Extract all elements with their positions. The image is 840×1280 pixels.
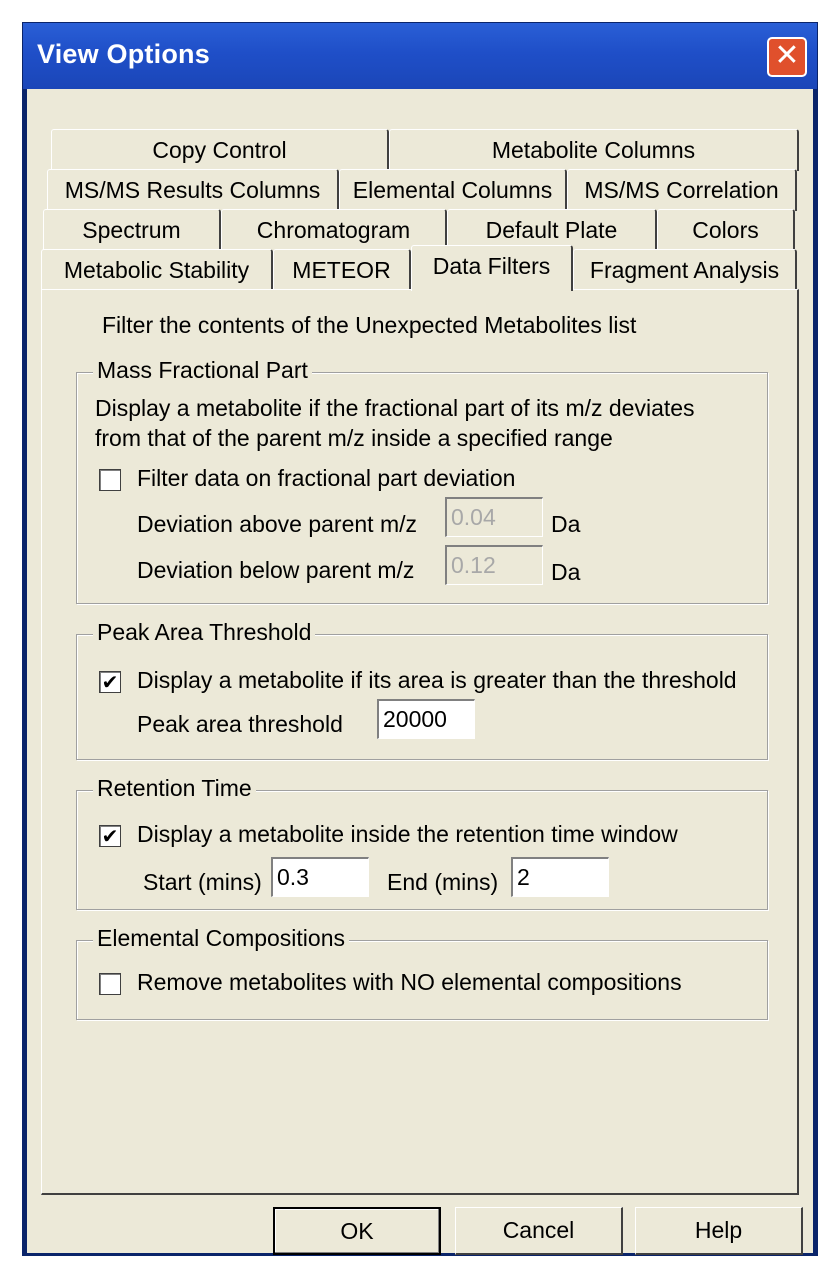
tab-data-filters[interactable]: Data Filters <box>411 245 573 291</box>
tab-msms-correlation[interactable]: MS/MS Correlation <box>567 169 797 211</box>
help-button[interactable]: Help <box>635 1207 803 1255</box>
remove-no-elemental-checkbox[interactable] <box>99 973 121 995</box>
peak-area-group <box>76 619 768 760</box>
mass-fractional-desc-2: from that of the parent m/z inside a specified range <box>95 425 613 451</box>
mass-fractional-legend: Mass Fractional Part <box>93 357 312 384</box>
tab-copy-control[interactable]: Copy Control <box>51 129 389 171</box>
close-icon[interactable]: ✕ <box>767 37 807 77</box>
view-options-dialog <box>22 22 818 1256</box>
mass-fractional-desc-1: Display a metabolite if the fractional part of its m/z deviates <box>95 395 695 421</box>
cancel-button[interactable]: Cancel <box>455 1207 623 1255</box>
elemental-compositions-group <box>76 925 768 1020</box>
start-mins-label: Start (mins) <box>143 869 262 895</box>
deviation-above-label: Deviation above parent m/z <box>137 511 417 537</box>
remove-no-elemental-label: Remove metabolites with NO elemental compositions <box>137 969 682 995</box>
data-filters-panel <box>41 289 799 1195</box>
checkmark-icon: ✔ <box>101 670 119 694</box>
start-mins-input[interactable]: 0.3 <box>271 857 369 897</box>
tab-fragment-analysis[interactable]: Fragment Analysis <box>573 249 797 291</box>
retention-time-legend: Retention Time <box>93 775 256 802</box>
tab-meteor[interactable]: METEOR <box>273 249 411 291</box>
tab-spectrum[interactable]: Spectrum <box>43 209 221 251</box>
deviation-below-unit: Da <box>551 559 581 585</box>
deviation-below-label: Deviation below parent m/z <box>137 557 415 583</box>
fractional-filter-checkbox[interactable] <box>99 469 121 491</box>
fractional-filter-label: Filter data on fractional part deviation <box>137 465 516 491</box>
checkmark-icon: ✔ <box>101 824 119 848</box>
retention-time-checkbox[interactable] <box>99 825 121 847</box>
tab-msms-results-columns[interactable]: MS/MS Results Columns <box>47 169 339 211</box>
end-mins-input[interactable]: 2 <box>511 857 609 897</box>
intro-text: Filter the contents of the Unexpected Metabolites list <box>102 312 637 338</box>
end-mins-label: End (mins) <box>387 869 499 895</box>
deviation-below-input[interactable]: 0.12 <box>445 545 543 585</box>
deviation-above-unit: Da <box>551 511 581 537</box>
deviation-above-input[interactable]: 0.04 <box>445 497 543 537</box>
window-title: View Options <box>37 39 210 69</box>
peak-area-threshold-input[interactable]: 20000 <box>377 699 475 739</box>
tab-elemental-columns[interactable]: Elemental Columns <box>339 169 567 211</box>
tab-default-plate[interactable]: Default Plate <box>447 209 657 251</box>
mass-fractional-group <box>76 357 768 604</box>
tab-metabolite-columns[interactable]: Metabolite Columns <box>389 129 799 171</box>
tab-colors[interactable]: Colors <box>657 209 795 251</box>
tab-chromatogram[interactable]: Chromatogram <box>221 209 447 251</box>
ok-button[interactable]: OK <box>273 1207 441 1255</box>
tab-metabolic-stability[interactable]: Metabolic Stability <box>41 249 273 291</box>
retention-time-checkbox-label: Display a metabolite inside the retention time window <box>137 821 678 847</box>
peak-area-legend: Peak Area Threshold <box>93 619 315 646</box>
peak-area-threshold-label: Peak area threshold <box>137 711 343 737</box>
elemental-compositions-legend: Elemental Compositions <box>93 925 349 952</box>
retention-time-group <box>76 775 768 910</box>
dialog-client-area <box>27 89 813 1253</box>
peak-area-checkbox-label: Display a metabolite if its area is greater than the threshold <box>137 667 737 693</box>
title-bar[interactable] <box>23 23 817 89</box>
peak-area-checkbox[interactable] <box>99 671 121 693</box>
